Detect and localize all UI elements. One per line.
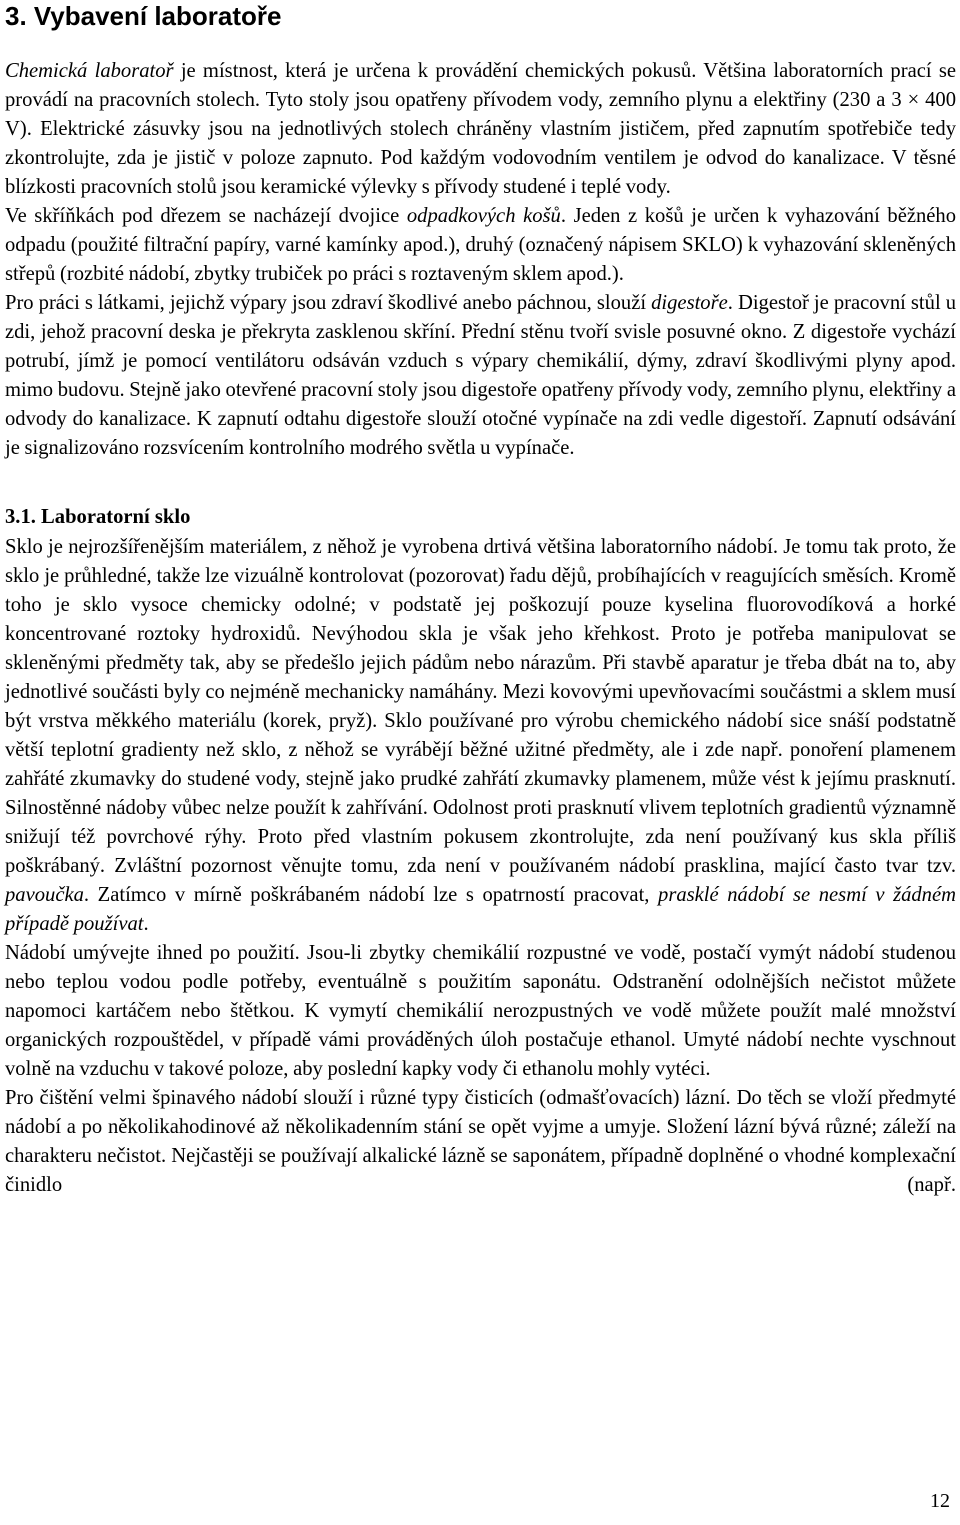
warning-cracked-glassware: prasklé nádobí se nesmí v žádném případě používat (5, 884, 956, 935)
page-number: 12 (930, 1490, 950, 1512)
paragraph-fume-hoods (5, 289, 956, 463)
paragraph-laboratory (5, 57, 956, 202)
paragraph-washing: Nádobí umývejte ihned po použití. Jsou-li zbytky chemikálií rozpustné ve vodě, postačí vymýt nádobí studenou nebo teplou vodou podle potřeby, eventuálně s použitím saponátu. Odstranění odolnějších nečistot můžete napomoci kartáčem nebo štětkou. K vymytí chemikálií nerozpustných ve vodě můžete použít malé množství organických rozpouštědel, v případě vámi prováděných úloh postačuje ethanol. Umyté nádobí nechte vyschnout volně na vzduchu v takové poloze, aby poslední kapky vody či ethanolu mohly vytéci. (5, 942, 956, 1080)
paragraph-waste-bins (5, 202, 956, 289)
term-chemical-laboratory: Chemická laboratoř (5, 60, 174, 82)
paragraph-cleaning-baths: Pro čištění velmi špinavého nádobí slouží i různé typy čisticích (odmašťovacích) lázní. Do těch se vloží předmyté nádobí a po několikahodinové až několikadenním stání se opět vyjme a umyje. Složení lázní bývá různé; záleží na charakteru nečistot. Nejčastěji se používají alkalické lázně se saponátem, případně doplněné o vhodné komplexační činidlo (např. (5, 1087, 956, 1196)
paragraph-laboratory-text: je místnost, která je určena k provádění chemických pokusů. Většina laboratorních prací se provádí na pracovních stolech. Tyto stoly jsou opatřeny přívodem vody, zemního plynu a elektřiny (230 a 3 × 400 V). Elektrické zásuvky jsou na jednotlivých stolech chráněny vlastním jističem, před zapnutím spotřebiče tedy zkontrolujte, zda je jistič v poloze zapnuto. Pod každým vodovodním ventilem je odvod do kanalizace. V těsné blízkosti pracovních stolů jsou keramické výlevky s přívody studené i teplé vody. (5, 60, 956, 198)
paragraph-waste-bins-text-b: . Jeden z košů je určen k vyhazování běžného odpadu (použité filtrační papíry, varné kamínky apod.), druhý (označený nápisem SKLO) k vyhazování skleněných střepů (rozbité nádobí, zbytky trubiček po práci s roztaveným sklem apod.). (5, 205, 956, 285)
paragraph-glass-text-a: Sklo je nejrozšířenějším materiálem, z něhož je vyrobena drtivá většina laboratorního nádobí. Je tomu tak proto, že sklo je průhledné, takže lze vizuálně kontrolovat (pozorovat) řadu dějů, probíhajících v reagujících směsích. Kromě toho je sklo vysoce chemicky odolné; v podstatě jej poškozují pouze kyselina fluorovodíková a horké koncentrované roztoky hydroxidů. Nevýhodou skla je však jeho křehkost. Proto je potřeba manipulovat se skleněnými předměty tak, aby se předešlo jejich pádům nebo nárazům. Při stavbě aparatur je třeba dbát na to, aby jednotlivé součásti byly co nejméně mechanicky namáhány. Mezi kovovými upevňovacími součástmi a sklem musí být vrstva měkkého materiálu (korek, pryž). Sklo používané pro výrobu chemického nádobí sice snáší podstatně větší teplotní gradienty než sklo, z něhož se vyrábějí běžné užitné předměty, ale i zde např. ponoření plamenem zahřáté zkumavky do studené vody, stejně jako prudké zahřátí zkumavky plamenem, může vést k jejímu prasknutí. Silnostěnné nádoby vůbec nelze použít k zahřívání. Odolnost proti prasknutí vlivem teplotních gradientů významně snižují též povrchové rýhy. Proto před vlastním pokusem zkontrolujte, zda není používaný kus skla příliš poškrábaný. Zvláštní pozornost věnujte tomu, zda není v používaném nádobí prasklina, mající často tvar tzv. (5, 536, 956, 877)
paragraph-waste-bins-text-a: Ve skříňkách pod dřezem se nacházejí dvojice (5, 205, 407, 227)
term-fume-hoods: digestoře (651, 292, 728, 314)
paragraph-glass-text-c: . (143, 913, 149, 935)
paragraph-fume-hoods-text-a: Pro práci s látkami, jejichž výpary jsou zdraví škodlivé anebo páchnou, slouží (5, 292, 652, 314)
document-page (5, 0, 956, 1200)
paragraph-fume-hoods-text-b: . Digestoř je pracovní stůl u zdi, jehož pracovní deska je překryta zasklenou skříní. Přední stěnu tvoří svisle posuvné okno. Z digestoře vychází potrubí, jímž je pomocí ventilátoru odsáván vzduch s výpary chemikálií, dýmy, zdraví škodlivými plyny apod. mimo budovu. Stejně jako otevřené pracovní stoly jsou digestoře opatřeny přívody vody, zemního plynu, elektřiny a odvody do kanalizace. K zapnutí odtahu digestoře slouží otočné vypínače na zdi vedle digestoří. Zapnutí odsávání je signalizováno rozsvícením kontrolního modrého světla u vypínače. (5, 292, 957, 459)
term-waste-bins: odpadkových košů (406, 205, 561, 227)
paragraph-glass (5, 533, 956, 939)
paragraph-glass-text-b: . Zatímco v mírně poškrábaném nádobí lze s opatrností pracovat, (83, 884, 659, 906)
term-spider-crack: pavoučka (5, 884, 84, 906)
subsection-heading: 3.1. Laboratorní sklo (5, 506, 191, 528)
section-heading: 3. Vybavení laboratoře (5, 1, 282, 31)
